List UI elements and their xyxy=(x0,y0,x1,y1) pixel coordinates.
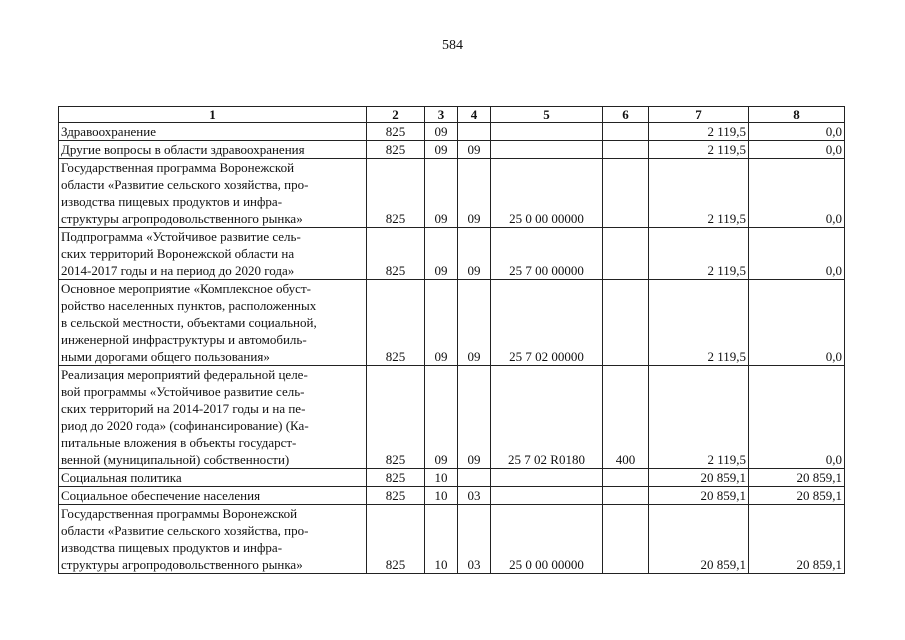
cell-c4: 09 xyxy=(458,228,491,280)
header-cell: 2 xyxy=(367,107,425,123)
cell-c4: 09 xyxy=(458,280,491,366)
cell-c7: 2 119,5 xyxy=(649,159,749,228)
row-name: Другие вопросы в области здравоохранения xyxy=(59,141,367,159)
table-row xyxy=(59,469,845,487)
header-cell: 8 xyxy=(749,107,845,123)
cell-c3: 09 xyxy=(425,159,458,228)
cell-c3: 10 xyxy=(425,469,458,487)
table-row xyxy=(59,228,845,280)
cell-c4: 09 xyxy=(458,141,491,159)
cell-c5: 25 0 00 00000 xyxy=(491,159,603,228)
table-row xyxy=(59,159,845,228)
row-name: Социальное обеспечение населения xyxy=(59,487,367,505)
row-name: Здравоохранение xyxy=(59,123,367,141)
cell-c6 xyxy=(603,123,649,141)
table-row xyxy=(59,141,845,159)
cell-c4: 03 xyxy=(458,487,491,505)
cell-c2: 825 xyxy=(367,159,425,228)
row-name: Государственная программа Воронежской области «Развитие сельского хозяйства, про- изводства пищевых продуктов и инфра- структуры агропродовольственного рынка» xyxy=(59,159,367,228)
cell-c2: 825 xyxy=(367,280,425,366)
cell-c3: 09 xyxy=(425,141,458,159)
cell-c4: 09 xyxy=(458,366,491,469)
cell-c5: 25 7 00 00000 xyxy=(491,228,603,280)
table-row xyxy=(59,280,845,366)
cell-c4: 09 xyxy=(458,159,491,228)
cell-c7: 2 119,5 xyxy=(649,123,749,141)
header-cell: 7 xyxy=(649,107,749,123)
cell-c2: 825 xyxy=(367,366,425,469)
cell-c2: 825 xyxy=(367,141,425,159)
cell-c8: 0,0 xyxy=(749,280,845,366)
cell-c4 xyxy=(458,469,491,487)
cell-c5: 25 0 00 00000 xyxy=(491,505,603,574)
cell-c7: 2 119,5 xyxy=(649,228,749,280)
cell-c3: 09 xyxy=(425,228,458,280)
cell-c5 xyxy=(491,123,603,141)
cell-c5 xyxy=(491,487,603,505)
cell-c7: 2 119,5 xyxy=(649,280,749,366)
cell-c5 xyxy=(491,469,603,487)
cell-c6 xyxy=(603,159,649,228)
cell-c6 xyxy=(603,487,649,505)
header-cell: 3 xyxy=(425,107,458,123)
header-cell: 5 xyxy=(491,107,603,123)
table-row xyxy=(59,505,845,574)
header-cell: 1 xyxy=(59,107,367,123)
cell-c3: 09 xyxy=(425,280,458,366)
cell-c5 xyxy=(491,141,603,159)
row-name: Основное мероприятие «Комплексное обуст- ройство населенных пунктов, расположенных в сельской местности, объектами социальной, инженерной инфраструктуры и автомобиль- ными дорогами общего пользования» xyxy=(59,280,367,366)
cell-c8: 0,0 xyxy=(749,141,845,159)
table-header-row xyxy=(59,107,845,123)
cell-c8: 0,0 xyxy=(749,159,845,228)
cell-c4: 03 xyxy=(458,505,491,574)
cell-c2: 825 xyxy=(367,505,425,574)
cell-c6 xyxy=(603,141,649,159)
cell-c7: 20 859,1 xyxy=(649,487,749,505)
cell-c7: 2 119,5 xyxy=(649,141,749,159)
cell-c7: 20 859,1 xyxy=(649,505,749,574)
table-row xyxy=(59,123,845,141)
header-cell: 6 xyxy=(603,107,649,123)
cell-c7: 20 859,1 xyxy=(649,469,749,487)
cell-c6 xyxy=(603,228,649,280)
budget-table xyxy=(58,106,845,574)
row-name: Социальная политика xyxy=(59,469,367,487)
cell-c8: 20 859,1 xyxy=(749,469,845,487)
cell-c2: 825 xyxy=(367,469,425,487)
row-name: Подпрограмма «Устойчивое развитие сель- ских территорий Воронежской области на 2014-2017 годы и на период до 2020 года» xyxy=(59,228,367,280)
row-name: Реализация мероприятий федеральной целе- вой программы «Устойчивое развитие сель- ских территорий на 2014-2017 годы и на пе- риод до 2020 года» (софинансирование) (Ка- питальные вложения в объекты государст- венной (муниципальной) собственности) xyxy=(59,366,367,469)
cell-c2: 825 xyxy=(367,487,425,505)
header-cell: 4 xyxy=(458,107,491,123)
cell-c3: 10 xyxy=(425,505,458,574)
cell-c6 xyxy=(603,469,649,487)
cell-c8: 0,0 xyxy=(749,366,845,469)
cell-c6: 400 xyxy=(603,366,649,469)
table-row xyxy=(59,487,845,505)
cell-c5: 25 7 02 00000 xyxy=(491,280,603,366)
cell-c2: 825 xyxy=(367,123,425,141)
cell-c6 xyxy=(603,280,649,366)
cell-c3: 10 xyxy=(425,487,458,505)
cell-c6 xyxy=(603,505,649,574)
table-row xyxy=(59,366,845,469)
cell-c5: 25 7 02 R0180 xyxy=(491,366,603,469)
cell-c8: 0,0 xyxy=(749,228,845,280)
cell-c8: 20 859,1 xyxy=(749,487,845,505)
cell-c7: 2 119,5 xyxy=(649,366,749,469)
cell-c8: 0,0 xyxy=(749,123,845,141)
row-name: Государственная программы Воронежской области «Развитие сельского хозяйства, про- изводства пищевых продуктов и инфра- структуры агропродовольственного рынка» xyxy=(59,505,367,574)
cell-c2: 825 xyxy=(367,228,425,280)
cell-c3: 09 xyxy=(425,123,458,141)
cell-c3: 09 xyxy=(425,366,458,469)
cell-c4 xyxy=(458,123,491,141)
cell-c8: 20 859,1 xyxy=(749,505,845,574)
page-number: 584 xyxy=(442,38,463,53)
